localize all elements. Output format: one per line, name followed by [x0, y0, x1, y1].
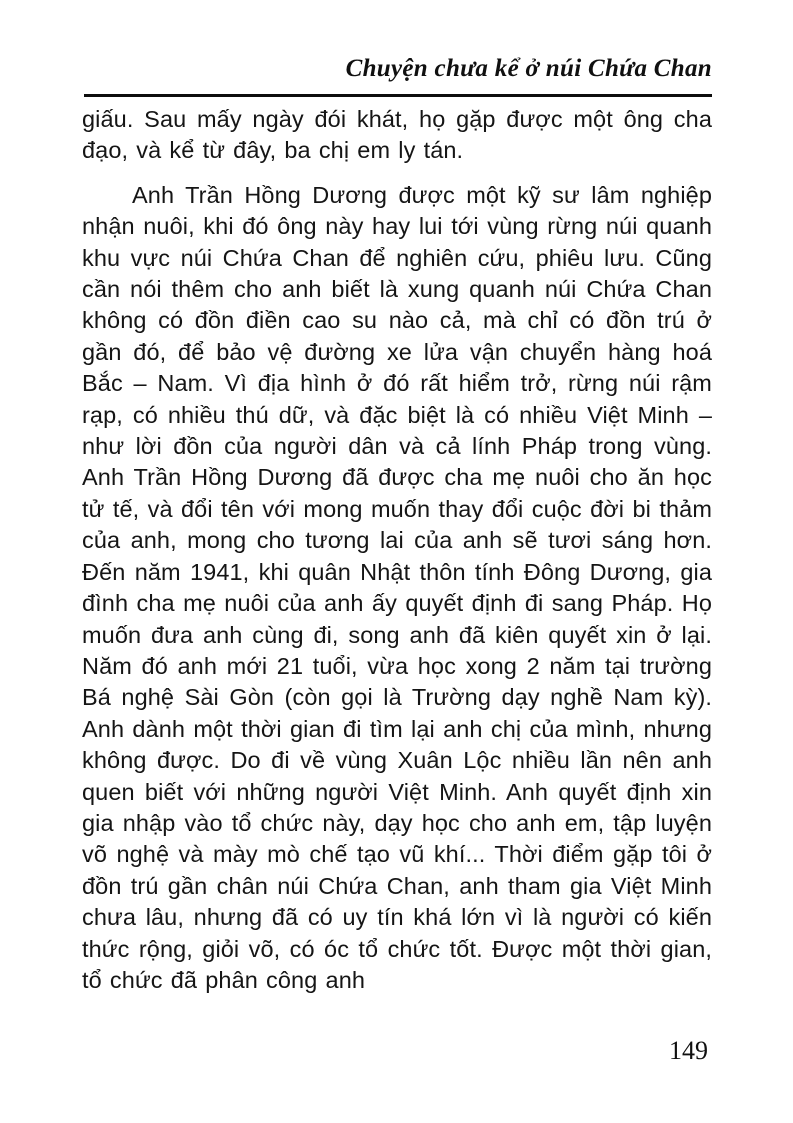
paragraph: Anh Trần Hồng Dương được một kỹ sư lâm nghiệp nhận nuôi, khi đó ông này hay lui tới vùng rừng núi quanh khu vực núi Chứa Chan để nghiên cứu, phiêu lưu. Cũng cần nói thêm cho anh biết là xung quanh núi Chứa Chan không có đồn điền cao su nào cả, mà chỉ có đồn trú ở gần đó, để bảo vệ đường xe lửa vận chuyển hàng hoá Bắc – Nam. Vì địa hình ở đó rất hiểm trở, rừng núi rậm rạp, có nhiều thú dữ, và đặc biệt là có nhiều Việt Minh – như lời đồn của người dân và cả lính Pháp trong vùng. Anh Trần Hồng Dương đã được cha mẹ nuôi cho ăn học tử tế, và đổi tên với mong muốn thay đổi cuộc đời bi thảm của anh, mong cho tương lai của anh sẽ tươi sáng hơn. Đến năm 1941, khi quân Nhật thôn tính Đông Dương, gia đình cha mẹ nuôi của anh ấy quyết định đi sang Pháp. Họ muốn đưa anh cùng đi, song anh đã kiên quyết xin ở lại. Năm đó anh mới 21 tuổi, vừa học xong 2 năm tại trường Bá nghệ Sài Gòn (còn gọi là Trường dạy nghề Nam kỳ). Anh dành một thời gian đi tìm lại anh chị của mình, nhưng không được. Do đi về vùng Xuân Lộc nhiều lần nên anh quen biết với những người Việt Minh. Anh quyết định xin gia nhập vào tổ chức này, dạy học cho anh em, tập luyện võ nghệ và mày mò chế tạo vũ khí... Thời điểm gặp tôi ở đồn trú gần chân núi Chứa Chan, anh tham gia Việt Minh chưa lâu, nhưng đã có uy tín khá lớn vì là người có kiến thức rộng, giỏi võ, có óc tổ chức tốt. Được một thời gian, tổ chức đã phân công anh — [82, 181, 712, 993]
paragraph-continued: giấu. Sau mấy ngày đói khát, họ gặp được một ông cha đạo, và kể từ đây, ba chị em ly tán. — [82, 106, 712, 164]
page-body — [82, 104, 712, 996]
running-header-title: Chuyện chưa kể ở núi Chứa Chan — [345, 55, 712, 82]
header-rule — [84, 94, 712, 97]
page-number: 149 — [669, 1036, 708, 1065]
running-header — [84, 55, 712, 83]
